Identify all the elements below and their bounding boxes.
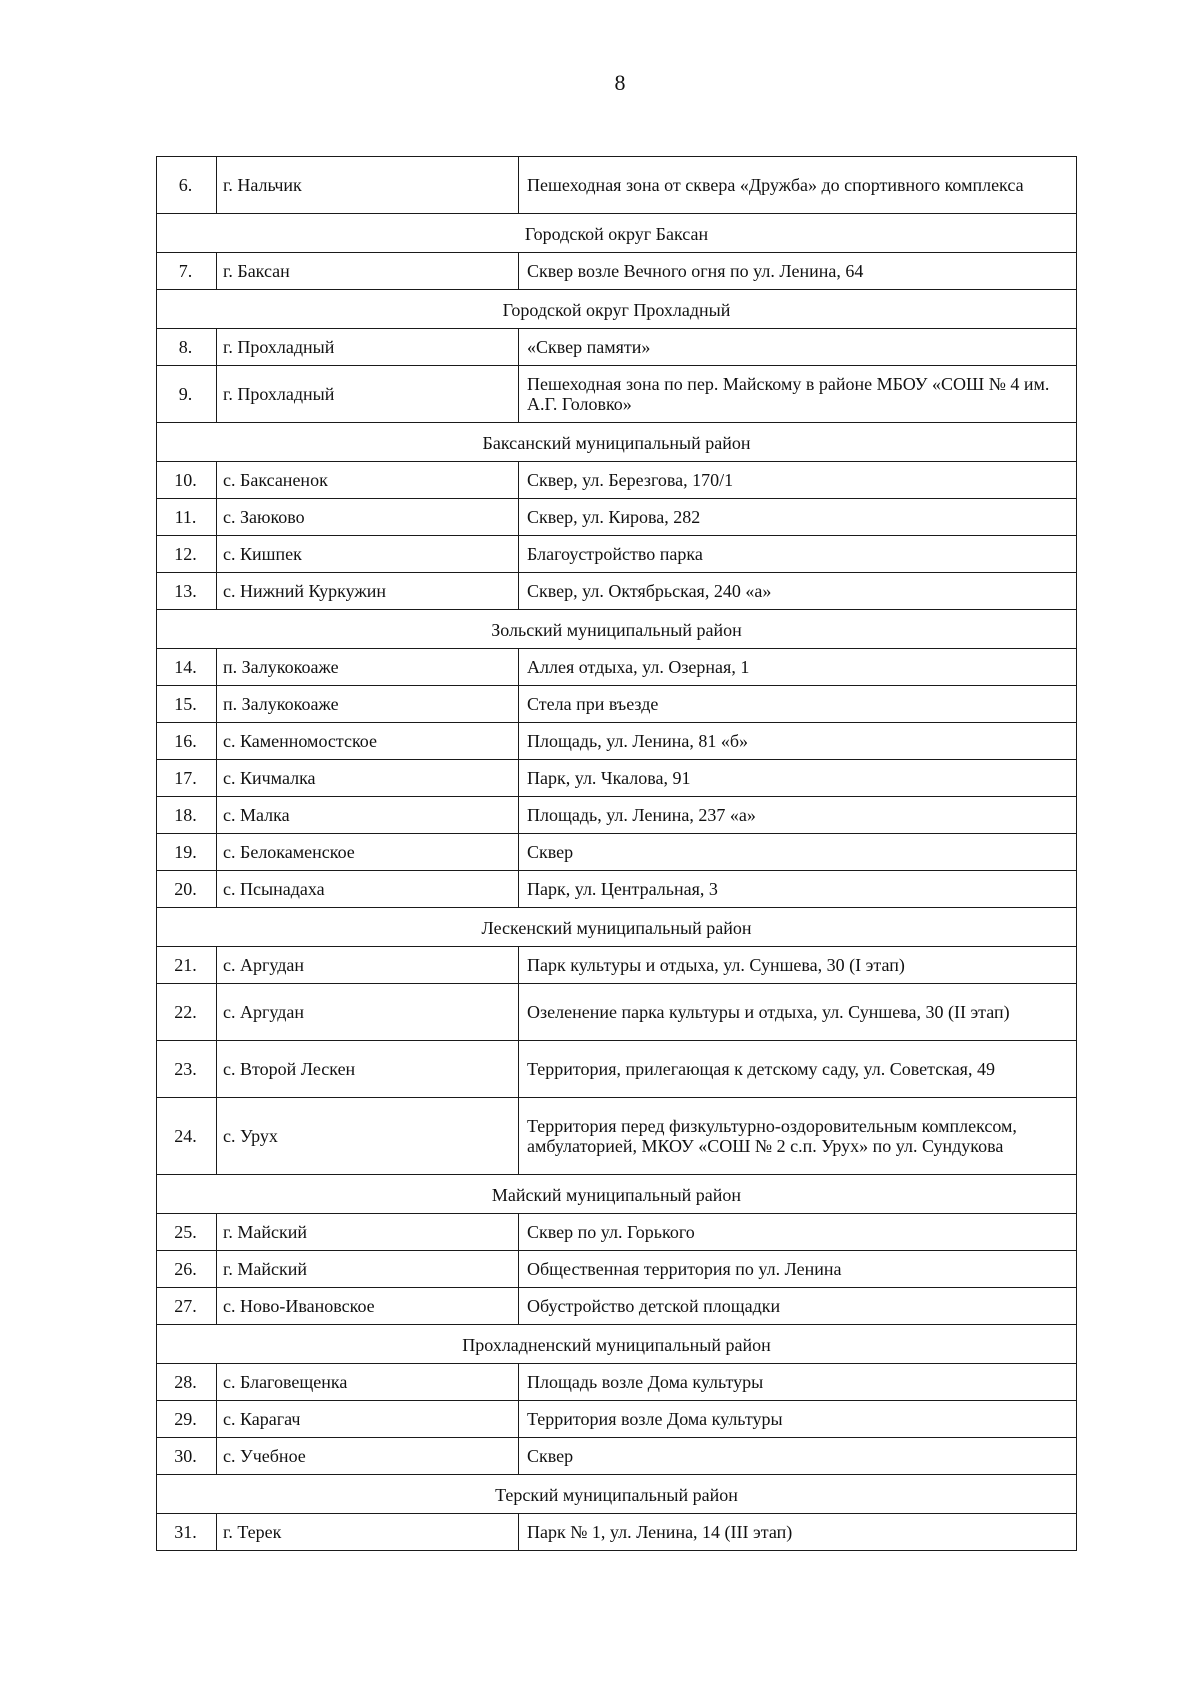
row-object: Площадь, ул. Ленина, 81 «б» [519,723,1077,760]
section-header-row [157,908,1077,947]
section-title: Городской округ Прохладный [157,290,1077,329]
row-object: Парк, ул. Чкалова, 91 [519,760,1077,797]
row-locality: с. Учебное [217,1438,519,1475]
row-locality: с. Нижний Куркужин [217,573,519,610]
row-locality: с. Второй Лескен [217,1041,519,1098]
row-object: Парк, ул. Центральная, 3 [519,871,1077,908]
row-locality: п. Залукокоаже [217,686,519,723]
row-number: 7. [157,253,217,290]
table-row [157,499,1077,536]
table-row [157,723,1077,760]
row-number: 22. [157,984,217,1041]
row-locality: с. Ново-Ивановское [217,1288,519,1325]
section-title: Лескенский муниципальный район [157,908,1077,947]
table-row [157,649,1077,686]
row-number: 27. [157,1288,217,1325]
table-row [157,1438,1077,1475]
row-object: Общественная территория по ул. Ленина [519,1251,1077,1288]
row-number: 12. [157,536,217,573]
section-title: Майский муниципальный район [157,1175,1077,1214]
row-object: Сквер возле Вечного огня по ул. Ленина, 64 [519,253,1077,290]
row-object: Стела при въезде [519,686,1077,723]
row-number: 9. [157,366,217,423]
row-object: Сквер [519,834,1077,871]
row-object: Сквер, ул. Октябрьская, 240 «а» [519,573,1077,610]
section-header-row [157,290,1077,329]
row-number: 25. [157,1214,217,1251]
row-locality: с. Кишпек [217,536,519,573]
row-object: Благоустройство парка [519,536,1077,573]
row-object: «Сквер памяти» [519,329,1077,366]
table-row [157,984,1077,1041]
row-number: 8. [157,329,217,366]
row-number: 20. [157,871,217,908]
row-object: Аллея отдыха, ул. Озерная, 1 [519,649,1077,686]
row-object: Площадь возле Дома культуры [519,1364,1077,1401]
row-number: 21. [157,947,217,984]
row-number: 16. [157,723,217,760]
section-header-row [157,423,1077,462]
table-row [157,1401,1077,1438]
row-number: 31. [157,1514,217,1551]
row-locality: п. Залукокоаже [217,649,519,686]
row-object: Территория перед физкультурно-оздоровительным комплексом, амбулаторией, МКОУ «СОШ № 2 с.п. Урух» по ул. Сундукова [519,1098,1077,1175]
table-row [157,462,1077,499]
table-row [157,253,1077,290]
row-locality: с. Псынадаха [217,871,519,908]
table-row [157,797,1077,834]
row-number: 17. [157,760,217,797]
row-locality: с. Баксаненок [217,462,519,499]
row-object: Территория, прилегающая к детскому саду, ул. Советская, 49 [519,1041,1077,1098]
section-header-row [157,214,1077,253]
row-number: 11. [157,499,217,536]
table-row [157,329,1077,366]
table-row [157,1364,1077,1401]
section-title: Баксанский муниципальный район [157,423,1077,462]
table-row [157,573,1077,610]
objects-table [156,156,1077,1551]
row-object: Парк № 1, ул. Ленина, 14 (III этап) [519,1514,1077,1551]
row-number: 18. [157,797,217,834]
row-number: 28. [157,1364,217,1401]
row-number: 29. [157,1401,217,1438]
table-row [157,760,1077,797]
row-object: Обустройство детской площадки [519,1288,1077,1325]
row-number: 26. [157,1251,217,1288]
row-object: Территория возле Дома культуры [519,1401,1077,1438]
section-title: Терский муниципальный район [157,1475,1077,1514]
table-row [157,1041,1077,1098]
row-number: 30. [157,1438,217,1475]
row-locality: с. Заюково [217,499,519,536]
section-header-row [157,1325,1077,1364]
table-row [157,686,1077,723]
row-object: Парк культуры и отдыха, ул. Суншева, 30 (I этап) [519,947,1077,984]
row-locality: г. Терек [217,1514,519,1551]
row-object: Сквер, ул. Кирова, 282 [519,499,1077,536]
section-title: Зольский муниципальный район [157,610,1077,649]
row-locality: г. Майский [217,1214,519,1251]
row-object: Пешеходная зона от сквера «Дружба» до спортивного комплекса [519,157,1077,214]
table-row [157,1214,1077,1251]
row-locality: с. Малка [217,797,519,834]
row-number: 19. [157,834,217,871]
row-locality: с. Аргудан [217,947,519,984]
row-number: 23. [157,1041,217,1098]
section-header-row [157,610,1077,649]
row-locality: г. Прохладный [217,366,519,423]
section-title: Городской округ Баксан [157,214,1077,253]
section-header-row [157,1175,1077,1214]
table-body [157,157,1077,1551]
table-row [157,157,1077,214]
row-locality: с. Белокаменское [217,834,519,871]
row-object: Сквер [519,1438,1077,1475]
row-number: 10. [157,462,217,499]
table-row [157,1288,1077,1325]
row-number: 24. [157,1098,217,1175]
row-object: Пешеходная зона по пер. Майскому в районе МБОУ «СОШ № 4 им. А.Г. Головко» [519,366,1077,423]
row-locality: с. Карагач [217,1401,519,1438]
section-header-row [157,1475,1077,1514]
row-locality: с. Кичмалка [217,760,519,797]
row-number: 14. [157,649,217,686]
table-row [157,1098,1077,1175]
row-number: 15. [157,686,217,723]
table-row [157,536,1077,573]
row-locality: г. Нальчик [217,157,519,214]
row-object: Озеленение парка культуры и отдыха, ул. Суншева, 30 (II этап) [519,984,1077,1041]
table-row [157,1251,1077,1288]
row-number: 6. [157,157,217,214]
page-number: 8 [614,70,626,95]
table-row [157,834,1077,871]
row-locality: г. Прохладный [217,329,519,366]
row-object: Площадь, ул. Ленина, 237 «а» [519,797,1077,834]
table-row [157,366,1077,423]
row-locality: г. Майский [217,1251,519,1288]
row-locality: с. Аргудан [217,984,519,1041]
row-object: Сквер, ул. Березгова, 170/1 [519,462,1077,499]
section-title: Прохладненский муниципальный район [157,1325,1077,1364]
row-number: 13. [157,573,217,610]
table-row [157,947,1077,984]
row-locality: г. Баксан [217,253,519,290]
row-object: Сквер по ул. Горького [519,1214,1077,1251]
table-row [157,1514,1077,1551]
table-row [157,871,1077,908]
row-locality: с. Урух [217,1098,519,1175]
row-locality: с. Каменномостское [217,723,519,760]
row-locality: с. Благовещенка [217,1364,519,1401]
